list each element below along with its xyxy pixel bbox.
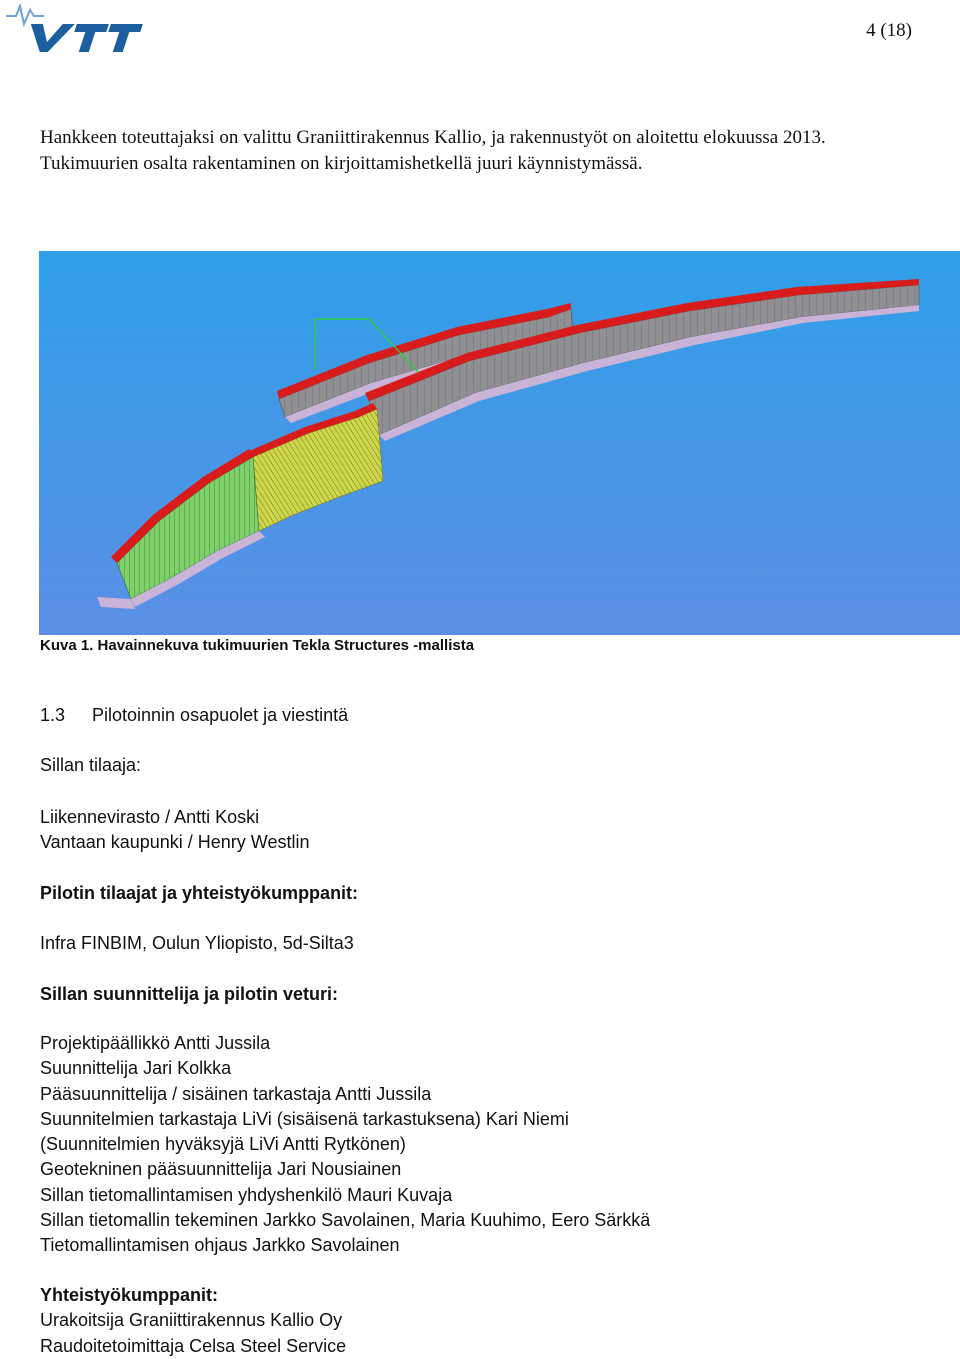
pilotin-tilaajat-list [40,931,354,956]
page-number: 4 (18) [866,20,912,41]
suunnittelija-line: Suunnitelmien tarkastaja LiVi (sisäisenä tarkastuksena) Kari Niemi [40,1108,569,1129]
suunnittelija-line: Sillan tietomallintamisen yhdyshenkilö Mauri Kuvaja [40,1184,453,1205]
section-number: 1.3 [40,705,66,725]
suunnittelija-line: Pääsuunnittelija / sisäinen tarkastaja Antti Jussila [40,1083,432,1104]
intro-line: Tukimuurien osalta rakentaminen on kirjoittamishetkellä juuri käynnistymässä. [40,153,643,174]
yhteistyo-heading: Yhteistyökumppanit: [40,1285,219,1305]
figure-caption: Kuva 1. Havainnekuva tukimuurien Tekla Structures -mallista [40,637,475,654]
suunnittelija-heading-block [40,982,338,1007]
pilotin-tilaajat-line: Infra FINBIM, Oulun Yliopisto, 5d-Silta3 [40,933,354,953]
suunnittelija-line: Tietomallintamisen ohjaus Jarkko Savolainen [40,1235,400,1256]
yhteistyo-block [40,1283,346,1359]
tilaaja-line: Vantaan kaupunki / Henry Westlin [40,832,310,853]
pilotin-tilaajat-heading: Pilotin tilaajat ja yhteistyökumppanit: [40,883,359,903]
section-title: Pilotoinnin osapuolet ja viestintä [92,705,349,725]
tilaaja-heading: Sillan tilaaja: [40,755,142,775]
suunnittelija-heading: Sillan suunnittelija ja pilotin veturi: [40,984,339,1004]
yhteistyo-line: Raudoitetoimittaja Celsa Steel Service [40,1335,347,1356]
intro-paragraph [40,125,940,177]
suunnittelija-line: (Suunnitelmien hyväksyjä LiVi Antti Rytkönen) [40,1134,406,1155]
pilotin-tilaajat-heading-block [40,881,358,906]
tilaaja-list [40,805,309,856]
vtt-logo [4,2,144,54]
section-heading [40,705,348,726]
suunnittelija-list [40,1031,650,1259]
suunnittelija-line: Sillan tietomallin tekeminen Jarkko Savolainen, Maria Kuuhimo, Eero Särkkä [40,1210,651,1231]
tilaaja-line: Liikennevirasto / Antti Koski [40,807,260,827]
intro-line: Hankkeen toteuttajaksi on valittu Graniittirakennus Kallio, ja rakennustyöt on aloitettu elokuussa 2013. [40,127,826,148]
tilaaja-heading-block [40,753,141,778]
yhteistyo-line: Urakoitsija Graniittirakennus Kallio Oy [40,1310,343,1331]
tekla-model-image [39,251,960,635]
suunnittelija-line: Geotekninen pääsuunnittelija Jari Nousiainen [40,1159,402,1180]
suunnittelija-line: Suunnittelija Jari Kolkka [40,1058,232,1079]
suunnittelija-line: Projektipäällikkö Antti Jussila [40,1033,271,1053]
